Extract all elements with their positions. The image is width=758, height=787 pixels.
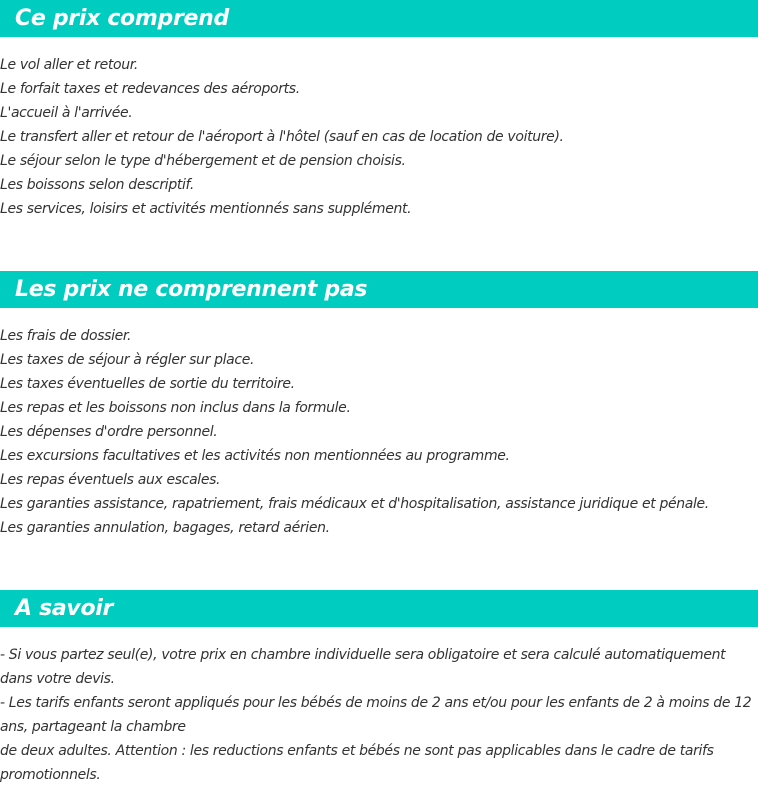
excludes-list [0, 308, 758, 540]
list-item: Le forfait taxes et redevances des aéroports. [0, 81, 300, 97]
list-item: Le séjour selon le type d'hébergement et de pension choisis. [0, 153, 406, 169]
list-item: Les repas et les boissons non inclus dans la formule. [0, 400, 351, 416]
section-title: A savoir [0, 590, 758, 627]
info-line: - Les tarifs enfants seront appliqués pour les bébés de moins de 2 ans et/ou pour les enfants de 2 à moins de 12 ans, partageant la chambre [0, 695, 752, 735]
list-item: Les repas éventuels aux escales. [0, 472, 221, 488]
list-item: Le vol aller et retour. [0, 57, 138, 73]
section-price-excludes [0, 271, 758, 540]
section-price-includes [0, 0, 758, 221]
list-item: Les taxes de séjour à régler sur place. [0, 352, 255, 368]
section-title: Ce prix comprend [0, 0, 758, 37]
info-line: de deux adultes. Attention : les reductions enfants et bébés ne sont pas applicables dans le cadre de tarifs promotionnels. [0, 743, 714, 783]
includes-list [0, 37, 758, 221]
list-item: Les garanties annulation, bagages, retard aérien. [0, 520, 330, 536]
list-item: Les excursions facultatives et les activités non mentionnées au programme. [0, 448, 510, 464]
list-item: Les garanties assistance, rapatriement, frais médicaux et d'hospitalisation, assistance juridique et pénale. [0, 496, 709, 512]
list-item: Le transfert aller et retour de l'aéroport à l'hôtel (sauf en cas de location de voiture). [0, 129, 564, 145]
list-item: Les frais de dossier. [0, 328, 132, 344]
section-good-to-know [0, 590, 758, 787]
list-item: Les boissons selon descriptif. [0, 177, 194, 193]
list-item: Les services, loisirs et activités mentionnés sans supplément. [0, 201, 412, 217]
list-item: Les taxes éventuelles de sortie du territoire. [0, 376, 295, 392]
info-line: - Si vous partez seul(e), votre prix en chambre individuelle sera obligatoire et sera calculé automatiquement dans votre devis. [0, 647, 726, 687]
list-item: Les dépenses d'ordre personnel. [0, 424, 218, 440]
info-paragraph [0, 627, 756, 787]
section-title: Les prix ne comprennent pas [0, 271, 758, 308]
list-item: L'accueil à l'arrivée. [0, 105, 133, 121]
